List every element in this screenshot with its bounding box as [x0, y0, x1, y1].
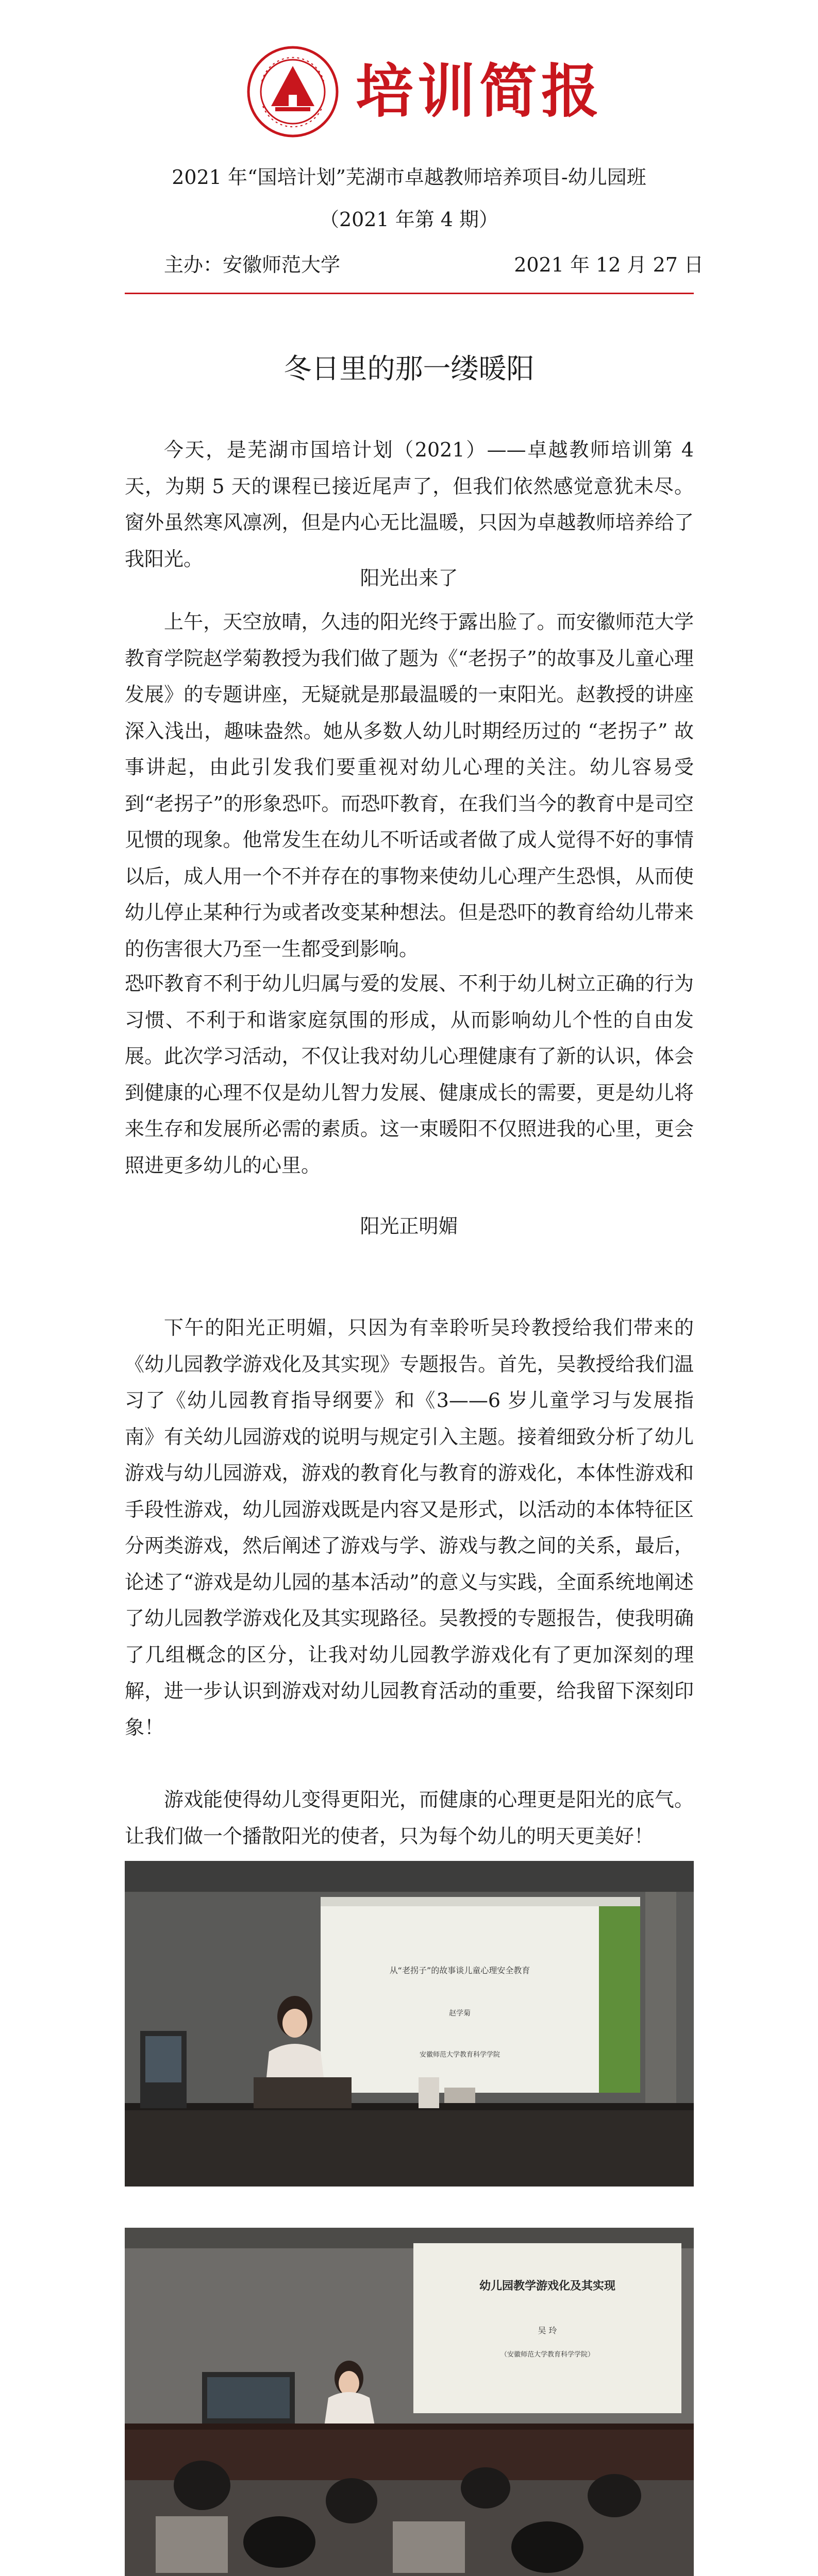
- article-title: 冬日里的那一缕暖阳: [283, 352, 535, 385]
- section-heading: 阳光正明媚: [360, 1215, 458, 1238]
- issue-line: （2021 年第 4 期）: [319, 208, 499, 231]
- article-paragraph: 下午的阳光正明媚，只因为有幸聆听吴玲教授给我们带来的《幼儿园教学游戏化及其实现》专题报告。首先，吴教授给我们温习了《幼儿园教育指导纲要》和《3——6 岁儿童学习与发展指南》有关幼儿园游戏的说明与规定引入主题。接着细致分析了幼儿游戏与幼儿园游戏，游戏的教育化与教育的游戏化，本体性游戏和手段性游戏，幼儿园游戏既是内容又是形式，以活动的本体特征区分两类游戏，然后阐述了游戏与学、游戏与教之间的关系，最后，论述了“游戏是幼儿园的基本活动”的意义与实践，全面系统地阐述了幼儿园教学游戏化及其实现路径。吴教授的专题报告，使我明确了几组概念的区分，让我对幼儿园教学游戏化有了更加深刻的理解，进一步认识到游戏对幼儿园教育活动的重要，给我留下深刻印象！: [125, 1316, 694, 1739]
- article-paragraph: 今天，是芜湖市国培计划（2021）——卓越教师培训第 4 天，为期 5 天的课程已接近尾声了，但我们依然感觉意犹未尽。窗外虽然寒风凛冽，但是内心无比温暖，只因为卓越教师培养给了我阳光。: [125, 438, 694, 570]
- lecture-photo-2: [125, 2228, 694, 2576]
- university-seal-logo: [246, 45, 339, 138]
- host-organization: 主办：安徽师范大学: [164, 253, 341, 276]
- slide-speaker: 赵学菊: [449, 2009, 471, 2018]
- publish-date: 2021 年 12 月 27 日: [514, 253, 704, 276]
- slide-title: 从“老拐子”的故事谈儿童心理安全教育: [389, 1965, 530, 1975]
- section-heading: 阳光出来了: [360, 567, 458, 589]
- article-paragraph: 上午，天空放晴，久违的阳光终于露出脸了。而安徽师范大学教育学院赵学菊教授为我们做了题为《“老拐子”的故事及儿童心理发展》的专题讲座，无疑就是那最温暖的一束阳光。赵教授的讲座深入浅出，趣味盎然。她从多数人幼儿时期经历过的 “老拐子” 故事讲起，由此引发我们要重视对幼儿心理的关注。幼儿容易受到“老拐子”的形象恐吓。而恐吓教育，在我们当今的教育中是司空见惯的现象。他常发生在幼儿不听话或者做了成人觉得不好的事情以后，成人用一个不并存在的事物来使幼儿心理产生恐惧，从而使幼儿停止某种行为或者改变某种想法。但是恐吓的教育给幼儿带来的伤害很大乃至一生都受到影响。: [125, 611, 694, 960]
- slide-speaker: 吴 玲: [538, 2326, 557, 2335]
- article-paragraph: 恐吓教育不利于幼儿归属与爱的发展、不利于幼儿树立正确的行为习惯、不利于和谐家庭氛围的形成，从而影响幼儿个性的自由发展。此次学习活动，不仅让我对幼儿心理健康有了新的认识，体会到健康的心理不仅是幼儿智力发展、健康成长的需要，更是幼儿将来生存和发展所必需的素质。这一束暖阳不仅照进我的心里，更会照进更多幼儿的心里。: [125, 972, 694, 1177]
- lecture-photo-1: [125, 1861, 694, 2187]
- lecture-photo-1-image: [125, 1861, 694, 2187]
- bulletin-masthead: 培训简报: [356, 58, 603, 125]
- lecture-photo-2-image: [125, 2228, 694, 2576]
- project-line: 2021 年“国培计划”芜湖市卓越教师培养项目-幼儿园班: [172, 166, 646, 189]
- slide-title: 幼儿园教学游戏化及其实现: [479, 2280, 616, 2293]
- slide-organization: 安徽师范大学教育科学学院: [419, 2051, 500, 2059]
- article-paragraph: 游戏能使得幼儿变得更阳光，而健康的心理更是阳光的底气。让我们做一个播散阳光的使者，只为每个幼儿的明天更美好！: [125, 1788, 694, 1848]
- header-divider: [125, 293, 694, 294]
- slide-organization: （安徽师范大学教育科学学院）: [500, 2351, 595, 2359]
